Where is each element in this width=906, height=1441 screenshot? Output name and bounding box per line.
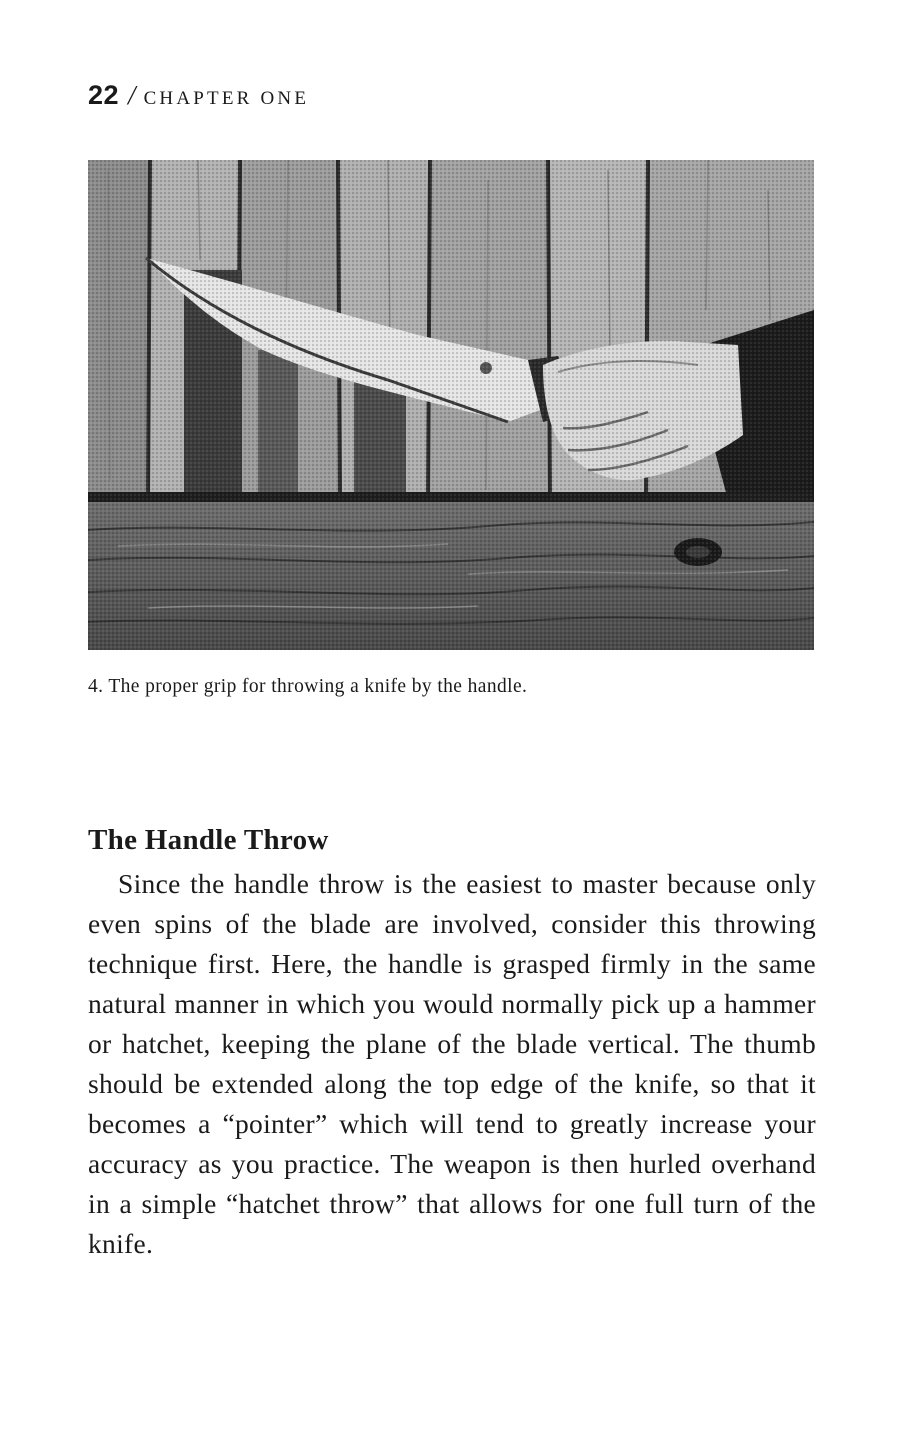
figure-caption: 4. The proper grip for throwing a knife by the handle. <box>88 676 528 697</box>
page-number: 22 <box>88 80 120 110</box>
body-paragraph: Since the handle throw is the easiest to master because only even spins of the blade are involved, consider this throwing technique first. Here, the handle is grasped firmly in the same natural manner in which you would normally pick up a hammer or hatchet, keeping the plane of the blade vertical. The thumb should be extended along the top edge of the knife, so that it becomes a “pointer” which will tend to greatly increase your accuracy as you practice. The weapon is then hurled overhand in a simple “hatchet throw” that allows for one full turn of the knife. <box>88 868 816 1259</box>
running-head <box>88 80 309 114</box>
knife-grip-photo <box>88 160 814 650</box>
section-heading: The Handle Throw <box>88 824 329 856</box>
header-separator: / <box>128 80 136 110</box>
chapter-label: CHAPTER ONE <box>143 88 310 109</box>
